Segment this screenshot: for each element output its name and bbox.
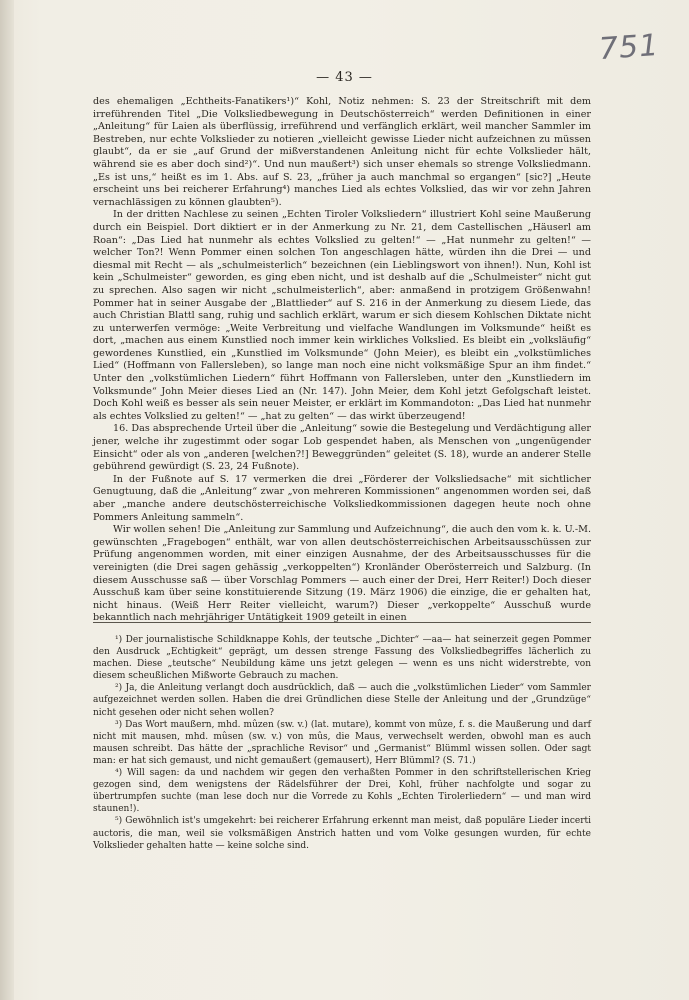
handwritten-page-number: 751 [597,27,661,68]
paragraph: des ehemaligen „Echtheits-Fanatikers¹)“ Kohl, Notiz nehmen: S. 23 der Streitschrift mit dem irreführenden Titel „Die Volksliedbewegung in Deutschösterreich“ werden Definitionen in einer „Anleitung“ für Laien als überflüssig, irreführend und verfänglich erklärt, weil mancher Sammler im Bestreben, nur echte Volkslieder zu notieren „vielleicht gewisse Lieder nicht aufzeichnen zu müssen glaubt“, da er sie „auf Grund der mißverstandenen Anleitung nicht für echte Volkslieder hält, während sie es aber doch sind²)“. Und nun maußert³) sich unser ehemals so strenge Volksliedmann. „Es ist uns,“ heißt es im 1. Abs. auf S. 23, „früher ja auch manchmal so ergangen“ [sic?] „Heute erscheint uns bei reicherer Erfahrung⁴) manches Lied als echtes Volkslied, das wir vor zehn Jahren vernachlässigen zu können glaubten⁵). [93,96,591,208]
paragraph: In der dritten Nachlese zu seinen „Echten Tiroler Volksliedern“ illustriert Kohl seine Maußerung durch ein Beispiel. Dort diktiert er in der Anmerkung zu Nr. 21, dem Castellischen „Häuserl am Roan“: „Das Lied hat nunmehr als echtes Volkslied zu gelten!“ — „Hat nunmehr zu gelten!“ — welcher Ton?! Wenn Pommer einen solchen Ton angeschlagen hätte, würden ihn die Drei — und diesmal mit Recht — als „schulmeisterlich“ bezeichnen (ein Lieblingswort von ihnen!). Nun, Kohl ist kein „Schulmeister“ geworden, es ging eben nicht, und ist deshalb auf die „Schulmeister“ nicht gut zu sprechen. Also sagen wir nicht „schulmeisterlich“, aber: anmaßend in protzigem Größenwahn! Pommer hat in seiner Ausgabe der „Blattlieder“ auf S. 216 in der Anmerkung zu diesem Liede, das auch Christian Blattl sang, ruhig und sachlich erklärt, warum er sich diesem Kohlschen Diktate nicht zu unterwerfen vermöge: „Weite Verbreitung und vielfache Wandlungen im Volksmunde“ heißt es dort, „machen aus einem Kunstlied noch immer kein wirkliches Volkslied. Es bleibt ein „volksläufig“ gewordenes Kunstlied, ein „Kunstlied im Volksmunde“ (John Meier), es bleibt ein „volkstümliches Lied“ (Hoffmann von Fallersleben), so lange man noch eine nicht volksmäßige Spur an ihm findet.“ Unter den „volkstümlichen Liedern“ führt Hoffmann von Fallersleben, unter den „Kunstliedern im Volksmunde“ John Meier dieses Lied an (Nr. 147). John Meier, dem Kohl jetzt Gefolgschaft leistet. Doch Kohl weiß es besser als sein neuer Meister, er erklärt im Kommandoton: „Das Lied hat nunmehr als echtes Volkslied zu gelten!“ — „hat zu gelten“ — das wirkt überzeugend! [93,209,591,422]
footnote: ³) Das Wort maußern, mhd. mûzen (sw. v.) (lat. mutare), kommt von mûze, f. s. die Maußerung und darf nicht mit mausen, mhd. mûsen (sw. v.) von mûs, die Maus, verwechselt werden, obwohl man es auch mausen schreibt. Das hätte der „sprachliche Revisor“ und „Germanist“ Blümml wissen sollen. Oder sagt man: er hat sich gemaust, und nicht gemaußert (gemausert), Herr Blümml? (S. 71.) [93,719,591,766]
paragraph: Wir wollen sehen! Die „Anleitung zur Sammlung und Aufzeichnung“, die auch den vom k. k. U.-M. gewünschten „Fragebogen“ enthält, war von allen deutschösterreichischen Arbeitsausschüssen zur Prüfung angenommen worden, mit einer einzigen Ausnahme, der des Arbeitsausschusses für die vereinigten (die Drei sagen gehässig „verkoppelten“) Kronländer Oberösterreich und Salzburg. (In diesem Ausschusse saß — über Vorschlag Pommers — auch einer der Drei, Herr Reiter!) Doch dieser Ausschuß kam über seine konstituierende Sitzung (19. März 1906) die einzige, die er gehalten hat, nicht hinaus. (Weiß Herr Reiter vielleicht, warum?) Dieser „verkoppelte“ Ausschuß wurde bekanntlich nach mehrjähriger Untätigkeit 1909 geteilt in einen [93,524,591,624]
page-number: — 43 — [316,70,373,85]
footnote: ⁴) Will sagen: da und nachdem wir gegen den verhaßten Pommer in den schriftstellerischen Krieg gezogen sind, dem wenigstens der Rädelsführer der Drei, Kohl, früher nachfolgte und sogar zu übertrumpfen suchte (man lese doch nur die Vorrede zu Kohls „Echten Tirolerliedern“ — und man wird staunen!). [93,768,591,815]
page-binding-shadow [0,0,14,1000]
footnotes [93,634,591,852]
main-text [93,96,591,625]
paragraph: In der Fußnote auf S. 17 vermerken die drei „Förderer der Volksliedsache“ mit sichtlicher Genugtuung, daß die „Anleitung“ zwar „von mehreren Kommissionen“ angenommen worden sei, daß aber „manche andere deutschösterreichische Volksliedkommissionen dagegen heute noch ohne Pommers Anleitung sammeln“. [93,473,591,523]
footnote: ²) Ja, die Anleitung verlangt doch ausdrücklich, daß — auch die „volkstümlichen Lieder“ vom Sammler aufgezeichnet werden sollen. Haben die drei Gründlichen diese Stelle der Anleitung und der „Grundzüge“ nicht gesehen oder nicht sehen wollen? [93,683,591,718]
footnote-separator [93,622,591,623]
paragraph: 16. Das absprechende Urteil über die „Anleitung“ sowie die Bestegelung und Verdächtigung aller jener, welche ihr zugestimmt oder sogar Lob gespendet haben, als Menschen von „ungenügender Einsicht“ oder als von „anderen [welchen?!] Beweggründen“ geleitet (S. 18), wurde an anderer Stelle gebührend gewürdigt (S. 23, 24 Fußnote). [93,423,591,473]
footnote: ¹) Der journalistische Schildknappe Kohls, der teutsche „Dichter“ —aa— hat seinerzeit gegen Pommer den Ausdruck „Echtigkeit“ geprägt, um dessen strenge Fassung des Volksliedbegriffes lächerlich zu machen. Diese „teutsche“ Neubildung käme uns jetzt gelegen — wenn es uns nicht widerstrebte, von diesem scheußlichen Mißworte Gebrauch zu machen. [93,635,591,682]
footnote: ⁵) Gewöhnlich ist's umgekehrt: bei reicherer Erfahrung erkennt man meist, daß populäre Lieder incerti auctoris, die man, weil sie volksmäßigen Anstrich hatten und vom Volke gesungen wurden, für echte Volkslieder gehalten hatte — keine solche sind. [93,816,591,851]
